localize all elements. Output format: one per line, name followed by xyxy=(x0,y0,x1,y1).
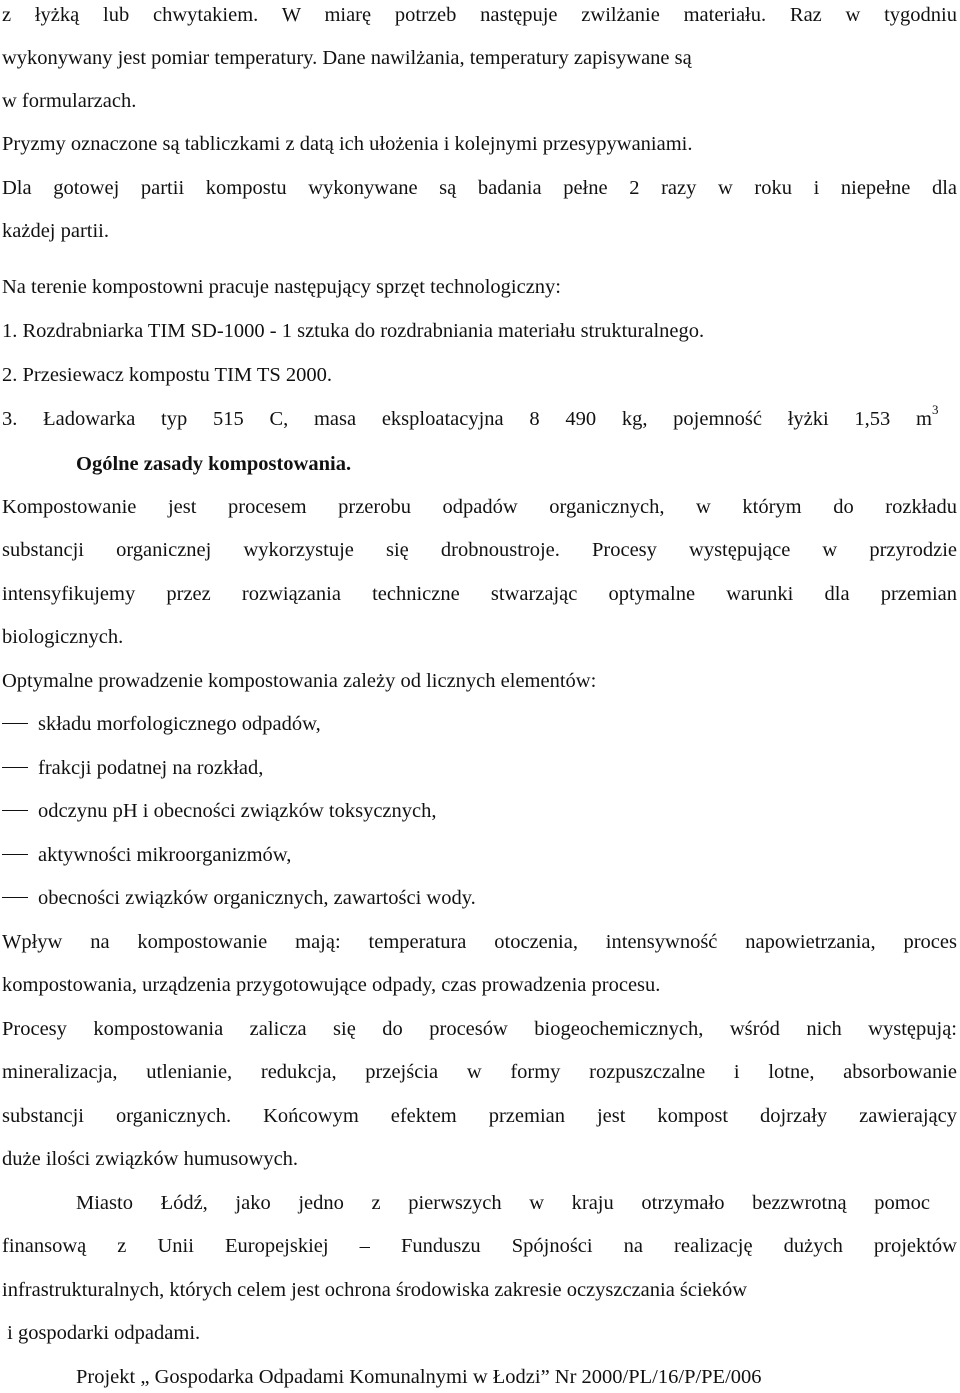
text-line: substancji organicznych. Końcowym efektem przemian jest kompost dojrzały zawierający xyxy=(2,1105,957,1127)
text-line: infrastrukturalnych, których celem jest ochrona środowiska zakresie oczyszczania ścieków xyxy=(2,1279,748,1301)
dash-bullet xyxy=(2,842,38,868)
text-line: Kompostowanie jest procesem przerobu odpadów organicznych, w którym do rozkładu xyxy=(2,496,957,518)
project-footer: Projekt „ Gospodarka Odpadami Komunalnymi w Łodzi” Nr 2000/PL/16/P/PE/006 xyxy=(76,1366,762,1388)
dash-bullet xyxy=(2,755,38,781)
text-line: Procesy kompostowania zalicza się do procesów biogeochemicznych, wśród nich występują: xyxy=(2,1018,957,1040)
dash-bullet xyxy=(2,711,38,737)
text-line: intensyfikujemy przez rozwiązania techniczne stwarzając optymalne warunki dla przemian xyxy=(2,583,957,605)
factors-intro: Optymalne prowadzenie kompostowania zależy od licznych elementów: xyxy=(2,670,597,692)
text-line: Wpływ na kompostowanie mają: temperatura otoczenia, intensywność napowietrzania, proces xyxy=(2,931,957,953)
list-item: składu morfologicznego odpadów, xyxy=(2,711,702,737)
list-item: obecności związków organicznych, zawartości wody. xyxy=(2,885,702,911)
text-line: z łyżką lub chwytakiem. W miarę potrzeb następuje zwilżanie materiału. Raz w tygodniu xyxy=(2,4,957,26)
text-line: w formularzach. xyxy=(2,90,137,112)
equipment-item: 2. Przesiewacz kompostu TIM TS 2000. xyxy=(2,364,333,386)
text-line: biologicznych. xyxy=(2,626,124,648)
text-line: każdej partii. xyxy=(2,220,110,242)
equipment-intro: Na terenie kompostowni pracuje następujący sprzęt technologiczny: xyxy=(2,276,561,298)
list-item: aktywności mikroorganizmów, xyxy=(2,842,702,868)
dash-bullet xyxy=(2,798,38,824)
text-line: wykonywany jest pomiar temperatury. Dane nawilżania, temperatury zapisywane są xyxy=(2,47,692,69)
text-line: mineralizacja, utlenianie, redukcja, przejścia w formy rozpuszczalne i lotne, absorbowanie xyxy=(2,1061,957,1083)
text-line: Pryzmy oznaczone są tabliczkami z datą ich ułożenia i kolejnymi przesypywaniami. xyxy=(2,133,693,155)
text-line: finansową z Unii Europejskiej – Funduszu Spójności na realizację dużych projektów xyxy=(2,1235,957,1257)
section-heading: Ogólne zasady kompostowania. xyxy=(76,453,352,475)
list-item: frakcji podatnej na rozkład, xyxy=(2,755,702,781)
superscript: 3 xyxy=(932,402,939,418)
text-line: kompostowania, urządzenia przygotowujące odpady, czas prowadzenia procesu. xyxy=(2,974,661,996)
text-line: substancji organicznej wykorzystuje się drobnoustroje. Procesy występujące w przyrodzie xyxy=(2,539,957,561)
text-line: Miasto Łódź, jako jedno z pierwszych w kraju otrzymało bezzwrotną pomoc xyxy=(76,1192,930,1214)
list-item: odczynu pH i obecności związków toksycznych, xyxy=(2,798,702,824)
text-line: duże ilości związków humusowych. xyxy=(2,1148,299,1170)
equipment-item: 1. Rozdrabniarka TIM SD-1000 - 1 sztuka do rozdrabniania materiału strukturalnego. xyxy=(2,320,705,342)
dash-bullet xyxy=(2,885,38,911)
text-line: Dla gotowej partii kompostu wykonywane są badania pełne 2 razy w roku i niepełne dla xyxy=(2,177,957,199)
equipment-item-text: 3. Ładowarka typ 515 C, masa eksploatacyjna 8 490 kg, pojemność łyżki 1,53 m xyxy=(2,408,932,430)
equipment-item-3 xyxy=(2,402,942,432)
text-line: i gospodarki odpadami. xyxy=(2,1322,201,1344)
